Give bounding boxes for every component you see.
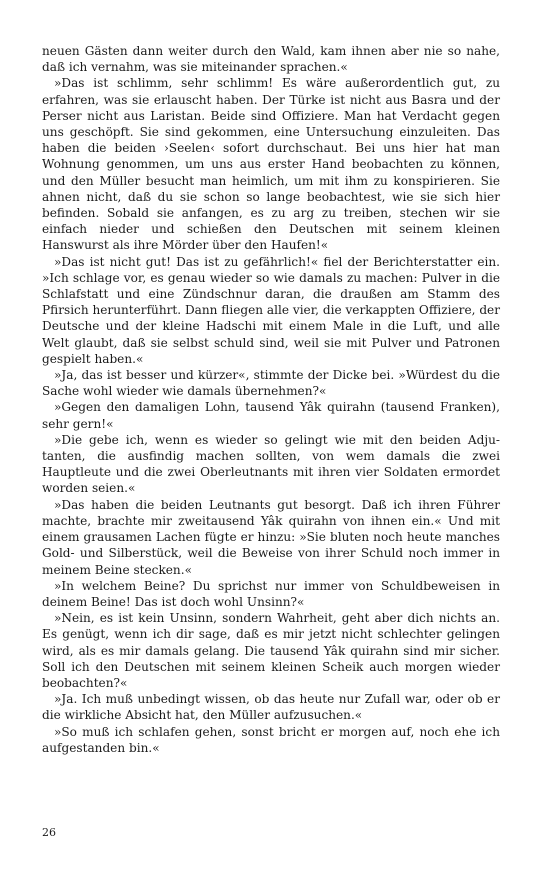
paragraph: »Ja. Ich muß unbedingt wissen, ob das heute nur Zufall war, oder ob er die wirkliche Absicht hat, den Müller aufzusuchen.« (42, 692, 500, 723)
paragraph: »In welchem Beine? Du sprichst nur immer von Schuldbeweisen in deinem Beine! Das ist doch wohl Unsinn?« (42, 578, 500, 609)
paragraph: neuen Gästen dann weiter durch den Wald, kam ihnen aber nie so nahe, daß ich vernahm, was sie miteinander sprachen.« (42, 44, 500, 75)
paragraph: »So muß ich schlafen gehen, sonst bricht er morgen auf, noch ehe ich aufgestanden bin.« (42, 724, 500, 755)
paragraph: »Das ist schlimm, sehr schlimm! Es wäre außerordentlich gut, zu erfahren, was sie erlauscht haben. Der Türke ist nicht aus Basra und der Perser nicht aus Laristan. Beide sind Offiziere. Man hat Verdacht gegen uns geschöpft. Sie sind gekommen, eine Untersuchung einzuleiten. Das haben die beiden ›Seelen‹ sofort durchschaut. Bei uns hier hat man Wohnung genommen, um uns aus erster Hand beobachten zu können, und den Müller besucht man heimlich, um mit ihm zu konspirieren. Sie ahnen nicht, daß du sie schon so lange beobachtest, wie sie sich hier befinden. Sobald sie anfangen, es zu arg zu treiben, stechen wir sie einfach nieder und schießen den Deutschen mit seinem kleinen Hanswurst als ihre Mörder über den Haufen!« (42, 76, 500, 253)
paragraph: »Das haben die beiden Leutnants gut besorgt. Daß ich ihren Führer machte, brachte mir zweitausend Yâk quirahn von ihnen ein.« Und mit einem grausamen Lachen fügte er hinzu: »Sie bluten noch heute manches Gold- und Silberstück, weil die Beweise von ihrer Schuld noch immer in meinem Beine stecken.« (42, 497, 500, 577)
paragraph: »Die gebe ich, wenn es wieder so gelingt wie mit den beiden Adjutanten, die ausfindig machen sollten, von wem damals die zwei Hauptleute und die zwei Oberleutnants mit ihren vier Soldaten ermordet worden seien.« (42, 432, 500, 496)
paragraph: »Nein, es ist kein Unsinn, sondern Wahrheit, geht aber dich nichts an. Es genügt, wenn ich dir sage, daß es mir jetzt nicht schlechter gelingen wird, als es mir damals gelang. Die tausend Yâk quirahn sind mir sicher. Soll ich den Deutschen mit seinem kleinen Scheik auch morgen wieder beobachten?« (42, 611, 500, 690)
body-text (42, 43, 500, 756)
paragraph: »Gegen den damaligen Lohn, tausend Yâk quirahn (tausend Franken), sehr gern!« (42, 400, 500, 431)
paragraph: »Das ist nicht gut! Das ist zu gefährlich!« fiel der Berichterstatter ein. »Ich schlage vor, es genau wieder so wie damals zu machen: Pulver in die Schlafstatt und eine Zündschnur daran, die draußen am Stamm des Pfirsich herunterführt. Dann fliegen alle vier, die verkappten Offiziere, der Deutsche und der kleine Hadschi mit einem Male in die Luft, und alle Welt glaubt, daß sie selbst schuld sind, weil sie mit Pulver und Patronen gespielt haben.« (42, 254, 500, 366)
paragraph: »Ja, das ist besser und kürzer«, stimmte der Dicke bei. »Würdest du die Sache wohl wieder wie damals übernehmen?« (42, 368, 500, 399)
page-number: 26 (42, 826, 56, 839)
